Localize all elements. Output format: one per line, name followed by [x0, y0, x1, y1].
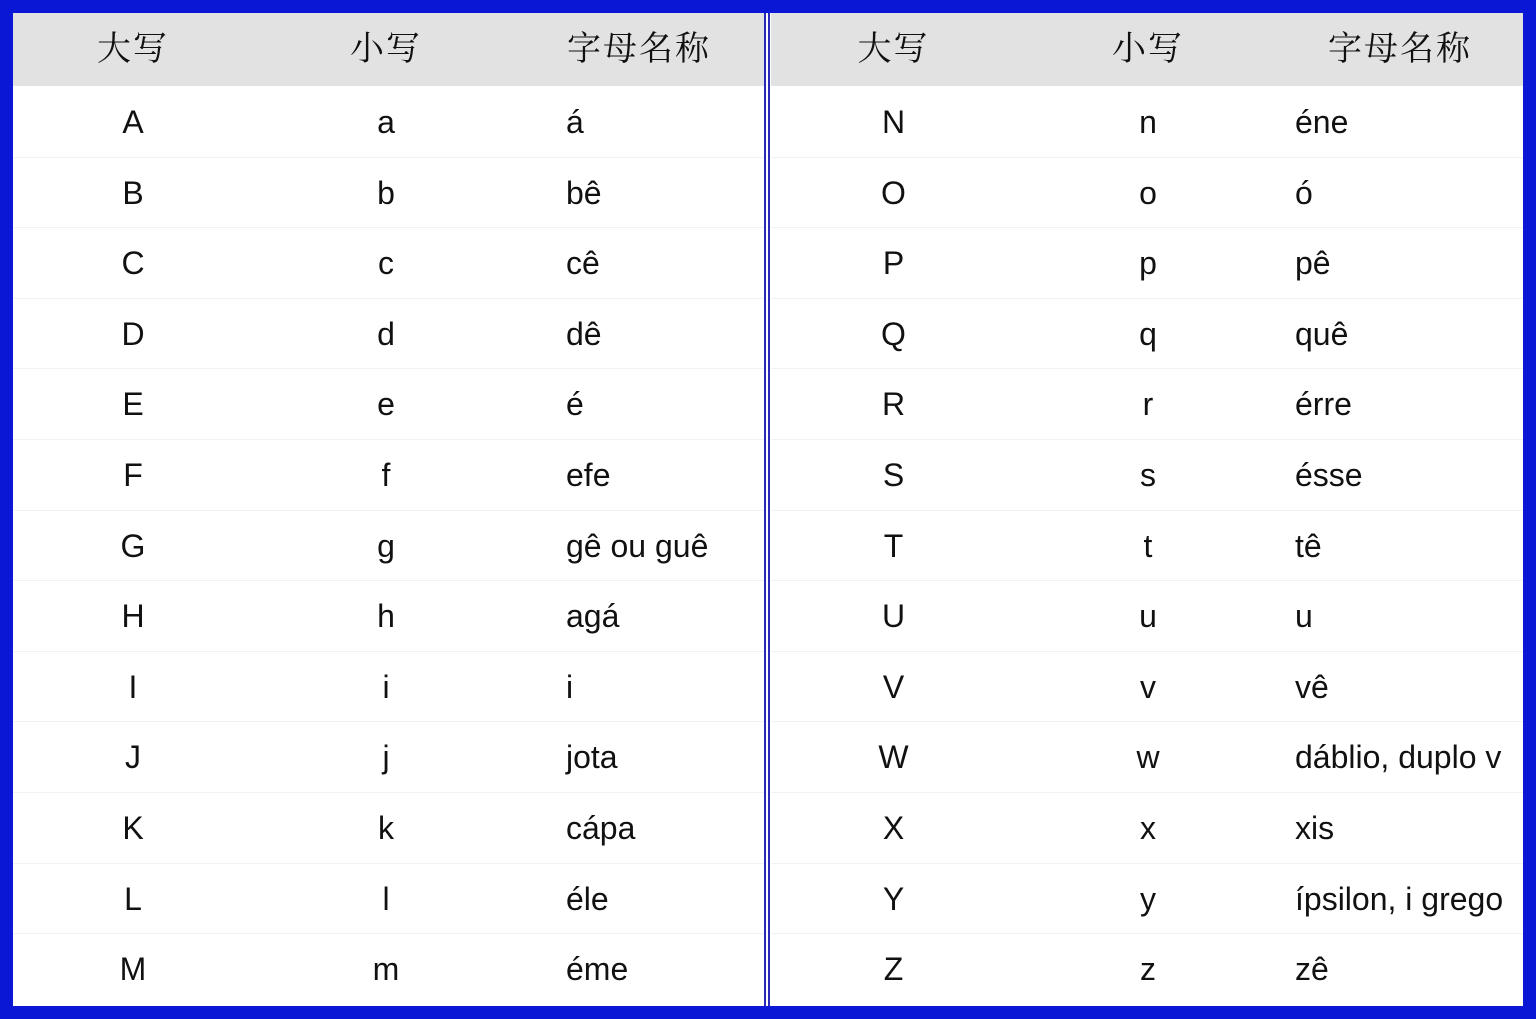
- cell-letter-name: éne: [1295, 104, 1349, 140]
- row-separator: [13, 157, 764, 158]
- cell-lowercase: t: [1143, 527, 1153, 564]
- cell-lowercase: p: [1139, 245, 1157, 282]
- row-separator: [13, 721, 764, 722]
- row-separator: [771, 510, 1523, 511]
- cell-letter-name: é: [566, 386, 584, 423]
- cell-uppercase: Z: [883, 951, 904, 988]
- cell-letter-name: bê: [566, 174, 602, 211]
- cell-uppercase: G: [120, 527, 146, 564]
- cell-letter-name: gê ou guê: [566, 527, 709, 564]
- row-separator: [13, 792, 764, 793]
- cell-uppercase: W: [878, 739, 909, 776]
- cell-uppercase: Y: [882, 880, 905, 917]
- right-table-panel: [771, 13, 1523, 1006]
- table-row: [771, 439, 1523, 510]
- cell-letter-name: ó: [1295, 174, 1313, 211]
- cell-letter-name: pê: [1295, 245, 1331, 282]
- cell-lowercase: h: [377, 598, 395, 635]
- cell-lowercase: q: [1139, 315, 1157, 352]
- row-separator: [771, 580, 1523, 581]
- cell-lowercase: y: [1140, 880, 1156, 917]
- table-row: [13, 510, 764, 581]
- table-row: [771, 227, 1523, 298]
- row-separator: [771, 863, 1523, 864]
- cell-uppercase: P: [882, 245, 905, 282]
- cell-uppercase: S: [882, 457, 905, 493]
- cell-letter-name: zê: [1295, 951, 1329, 988]
- header-uppercase: 大写: [97, 29, 169, 69]
- table-row: [771, 721, 1523, 792]
- cell-uppercase: C: [121, 245, 145, 282]
- cell-letter-name: á: [566, 104, 584, 140]
- row-separator: [13, 863, 764, 864]
- cell-lowercase: a: [377, 104, 395, 140]
- table-row: [771, 368, 1523, 439]
- cell-lowercase: g: [377, 527, 395, 564]
- cell-lowercase: k: [378, 810, 394, 846]
- cell-uppercase: H: [121, 598, 145, 635]
- cell-letter-name: efe: [566, 457, 611, 493]
- table-row: [13, 439, 764, 510]
- cell-lowercase: u: [1139, 598, 1157, 635]
- table-row: [13, 368, 764, 439]
- row-separator: [771, 933, 1523, 934]
- table-row: [771, 298, 1523, 369]
- left-table-panel: [13, 13, 764, 1006]
- header-letter-name: 字母名称: [567, 29, 711, 69]
- row-separator: [771, 298, 1523, 299]
- cell-letter-name: dê: [566, 315, 602, 352]
- table-row: [771, 580, 1523, 651]
- row-separator: [13, 227, 764, 228]
- table-divider: [764, 13, 771, 1006]
- row-separator: [13, 439, 764, 440]
- cell-lowercase: z: [1140, 951, 1156, 988]
- row-separator: [13, 651, 764, 652]
- table-row: [13, 86, 764, 157]
- cell-uppercase: Q: [881, 315, 906, 352]
- cell-lowercase: x: [1140, 810, 1156, 846]
- table-row: [771, 863, 1523, 934]
- cell-lowercase: o: [1139, 174, 1157, 211]
- table-row: [771, 157, 1523, 228]
- table-row: [13, 651, 764, 722]
- cell-uppercase: F: [123, 457, 143, 493]
- cell-uppercase: M: [119, 951, 147, 988]
- cell-lowercase: m: [372, 951, 400, 988]
- table-row: [771, 933, 1523, 1004]
- cell-lowercase: d: [377, 315, 395, 352]
- table-row: [13, 933, 764, 1004]
- cell-letter-name: vê: [1295, 668, 1329, 705]
- cell-letter-name: cê: [566, 245, 600, 282]
- cell-uppercase: J: [125, 739, 141, 776]
- table-row: [13, 863, 764, 934]
- row-separator: [13, 580, 764, 581]
- cell-lowercase: b: [377, 174, 395, 211]
- cell-lowercase: w: [1136, 739, 1160, 776]
- cell-lowercase: i: [382, 668, 390, 705]
- cell-letter-name: éme: [566, 951, 629, 988]
- table-row: [13, 157, 764, 228]
- cell-letter-name: érre: [1295, 386, 1352, 423]
- cell-uppercase: O: [881, 174, 906, 211]
- cell-lowercase: c: [378, 245, 394, 282]
- cell-letter-name: ésse: [1295, 457, 1363, 493]
- cell-uppercase: E: [122, 386, 144, 423]
- header-letter-name: 字母名称: [1328, 29, 1472, 69]
- cell-uppercase: I: [128, 668, 138, 705]
- cell-lowercase: n: [1139, 104, 1157, 140]
- cell-uppercase: U: [881, 598, 906, 635]
- cell-letter-name: éle: [566, 880, 609, 917]
- cell-uppercase: D: [121, 315, 145, 352]
- row-separator: [13, 368, 764, 369]
- cell-uppercase: A: [122, 104, 144, 140]
- table-row: [771, 510, 1523, 581]
- row-separator: [771, 157, 1523, 158]
- row-separator: [13, 933, 764, 934]
- row-separator: [771, 651, 1523, 652]
- cell-lowercase: r: [1142, 386, 1154, 423]
- row-separator: [13, 510, 764, 511]
- cell-lowercase: f: [381, 457, 391, 493]
- table-row: [13, 298, 764, 369]
- row-separator: [771, 368, 1523, 369]
- table-row: [771, 86, 1523, 157]
- header-uppercase: 大写: [857, 29, 930, 69]
- cell-letter-name: agá: [566, 598, 620, 635]
- cell-uppercase: K: [122, 810, 144, 846]
- row-separator: [771, 227, 1523, 228]
- cell-lowercase: l: [382, 880, 390, 917]
- left-table-header: [13, 13, 764, 86]
- cell-lowercase: j: [382, 739, 390, 776]
- cell-letter-name: tê: [1295, 527, 1322, 564]
- cell-uppercase: V: [882, 668, 905, 705]
- table-row: [13, 227, 764, 298]
- cell-uppercase: L: [124, 880, 142, 917]
- header-lowercase: 小写: [350, 29, 422, 69]
- cell-uppercase: R: [881, 386, 906, 423]
- cell-letter-name: i: [566, 668, 574, 705]
- table-row: [771, 792, 1523, 863]
- cell-uppercase: X: [882, 810, 905, 846]
- cell-letter-name: xis: [1295, 810, 1335, 846]
- row-separator: [771, 721, 1523, 722]
- row-separator: [771, 439, 1523, 440]
- cell-letter-name: dáblio, duplo v: [1295, 739, 1502, 776]
- cell-letter-name: jota: [566, 739, 618, 776]
- row-separator: [13, 298, 764, 299]
- cell-lowercase: e: [377, 386, 395, 423]
- cell-letter-name: cápa: [566, 810, 636, 846]
- row-separator: [771, 792, 1523, 793]
- cell-lowercase: v: [1140, 668, 1156, 705]
- cell-letter-name: u: [1295, 598, 1313, 635]
- cell-lowercase: s: [1140, 457, 1156, 493]
- cell-uppercase: N: [881, 104, 906, 140]
- header-lowercase: 小写: [1112, 29, 1184, 69]
- table-row: [13, 792, 764, 863]
- cell-letter-name: ípsilon, i grego: [1295, 880, 1504, 917]
- table-row: [13, 721, 764, 792]
- cell-letter-name: quê: [1295, 315, 1349, 352]
- right-table-header: [771, 13, 1523, 86]
- table-row: [13, 580, 764, 651]
- cell-uppercase: T: [883, 527, 904, 564]
- table-row: [771, 651, 1523, 722]
- cell-uppercase: B: [122, 174, 144, 211]
